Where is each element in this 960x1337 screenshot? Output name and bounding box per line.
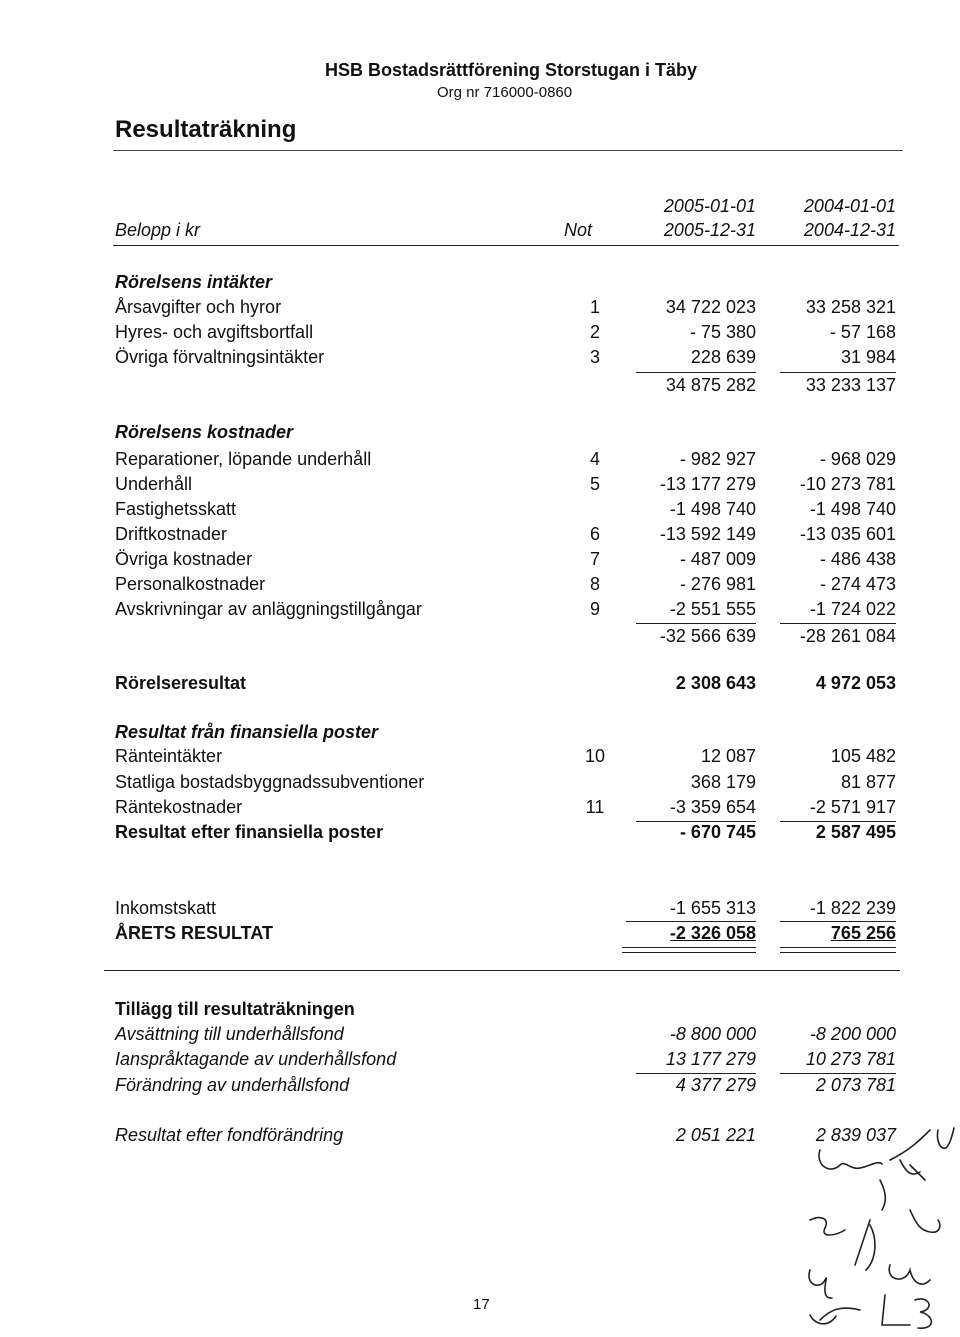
row-label: Reparationer, löpande underhåll [115, 449, 372, 469]
value-2004: 4 972 053 [815, 673, 896, 693]
row-label: Förändring av underhållsfond [115, 1075, 350, 1095]
financial-result-row [0, 822, 960, 846]
row-label: Avskrivningar av anläggningstillgångar [115, 599, 422, 619]
value-2004: -8 200 000 [809, 1024, 896, 1044]
row-label: Hyres- och avgiftsbortfall [115, 322, 314, 342]
note-number: 5 [589, 474, 600, 494]
value-2005: 368 179 [690, 772, 756, 792]
subtotal-line [636, 1073, 756, 1074]
double-underline [622, 947, 756, 953]
value-2005: 12 087 [700, 746, 756, 766]
subtotal-line [780, 921, 896, 922]
row-label: Ränteintäkter [115, 746, 223, 766]
double-underline [780, 947, 896, 953]
row-label: Resultat från finansiella poster [115, 722, 379, 742]
value-2005: -1 655 313 [669, 898, 756, 918]
row-label: Statliga bostadsbyggnadssubventioner [115, 772, 425, 792]
value-2004: -1 498 740 [809, 499, 896, 519]
table-row [0, 797, 960, 821]
header-divider [113, 245, 899, 246]
page-title: Resultaträkning [115, 116, 297, 143]
subtotal-line [780, 1073, 896, 1074]
period-2004-end: 2004-12-31 [803, 220, 896, 240]
value-2005: -13 177 279 [659, 474, 756, 494]
value-2004: 765 256 [830, 923, 896, 943]
value-2005: 2 051 221 [675, 1125, 756, 1145]
amount-unit-label: Belopp i kr [115, 220, 201, 240]
section-divider [104, 970, 900, 971]
row-label: Övriga förvaltningsintäkter [115, 347, 325, 367]
row-label: Driftkostnader [115, 524, 228, 544]
row-label: Rörelseresultat [115, 673, 247, 693]
handwritten-signatures [770, 1120, 960, 1337]
value-2004: 2 839 037 [815, 1125, 896, 1145]
period-2005-end: 2005-12-31 [663, 220, 756, 240]
value-2004: 31 984 [840, 347, 896, 367]
row-label: Fastighetsskatt [115, 499, 237, 519]
value-2004: - 486 438 [819, 549, 896, 569]
row-label: ÅRETS RESULTAT [115, 923, 273, 943]
subtotal-line [780, 372, 896, 373]
row-label: Årsavgifter och hyror [115, 297, 282, 317]
value-2004: -2 571 917 [809, 797, 896, 817]
period-2005-start: 2005-01-01 [663, 196, 756, 216]
table-row [0, 297, 960, 321]
subtotal-row-income [0, 375, 960, 399]
note-number: 10 [584, 746, 606, 766]
value-2004: 105 482 [830, 746, 896, 766]
value-2005: -32 566 639 [659, 626, 756, 646]
value-2005: -2 326 058 [669, 923, 756, 943]
operating-result-row [0, 673, 960, 697]
table-row [0, 524, 960, 548]
row-label: Personalkostnader [115, 574, 266, 594]
period-2004-start: 2004-01-01 [803, 196, 896, 216]
section-heading-income [0, 272, 960, 296]
value-2004: - 968 029 [819, 449, 896, 469]
note-number: 4 [589, 449, 600, 469]
table-row [0, 549, 960, 573]
value-2004: 2 587 495 [815, 822, 896, 842]
table-row [0, 347, 960, 371]
year-result-row [0, 923, 960, 947]
table-row [0, 1049, 960, 1073]
section-heading-label: Rörelsens intäkter [115, 272, 273, 292]
table-row [0, 474, 960, 498]
value-2005: - 982 927 [679, 449, 756, 469]
subtotal-line [626, 921, 756, 922]
value-2005: -13 592 149 [659, 524, 756, 544]
value-2005: 13 177 279 [665, 1049, 756, 1069]
row-label: Inkomstskatt [115, 898, 217, 918]
value-2005: -2 551 555 [669, 599, 756, 619]
subtotal-line [780, 623, 896, 624]
row-label: Resultat efter finansiella poster [115, 822, 384, 842]
value-2005: 4 377 279 [675, 1075, 756, 1095]
note-number: 1 [589, 297, 600, 317]
row-label: Resultat efter fondförändring [115, 1125, 344, 1145]
value-2004: -1 822 239 [809, 898, 896, 918]
value-2004: -28 261 084 [799, 626, 896, 646]
subtotal-line [636, 372, 756, 373]
table-row [0, 574, 960, 598]
note-number: 7 [589, 549, 600, 569]
table-row [0, 449, 960, 473]
value-2005: 34 722 023 [665, 297, 756, 317]
value-2004: - 274 473 [819, 574, 896, 594]
row-label: Ianspråktagande av underhållsfond [115, 1049, 397, 1069]
value-2004: -10 273 781 [799, 474, 896, 494]
table-row [0, 599, 960, 623]
note-number: 9 [589, 599, 600, 619]
row-label: Övriga kostnader [115, 549, 253, 569]
subtotal-line [636, 623, 756, 624]
row-label: Rörelsens kostnader [115, 422, 294, 442]
value-2005: - 487 009 [679, 549, 756, 569]
subtotal-row-costs [0, 626, 960, 650]
value-2005: 2 308 643 [675, 673, 756, 693]
value-2004: 81 877 [840, 772, 896, 792]
note-number: 2 [589, 322, 600, 342]
value-2004: - 57 168 [829, 322, 896, 342]
value-2005: 34 875 282 [665, 375, 756, 395]
note-number: 6 [589, 524, 600, 544]
row-label: Underhåll [115, 474, 193, 494]
table-row [0, 1024, 960, 1048]
value-2005: - 670 745 [679, 822, 756, 842]
title-divider [113, 150, 903, 151]
value-2004: 33 233 137 [805, 375, 896, 395]
row-label: Räntekostnader [115, 797, 243, 817]
page-number: 17 [473, 1296, 490, 1313]
value-2005: -1 498 740 [669, 499, 756, 519]
section-heading-costs [0, 422, 960, 446]
value-2004: -1 724 022 [809, 599, 896, 619]
note-number: 8 [589, 574, 600, 594]
value-2004: 10 273 781 [805, 1049, 896, 1069]
note-number: 3 [589, 347, 600, 367]
table-row [0, 499, 960, 523]
value-2005: -8 800 000 [669, 1024, 756, 1044]
table-row [0, 746, 960, 770]
value-2004: 2 073 781 [815, 1075, 896, 1095]
table-row [0, 322, 960, 346]
row-label: Tillägg till resultaträkningen [115, 999, 355, 1019]
note-column-header: Not [564, 220, 593, 240]
table-row [0, 772, 960, 796]
value-2004: -13 035 601 [799, 524, 896, 544]
organization-number: Org nr 716000-0860 [437, 84, 573, 101]
value-2005: - 276 981 [679, 574, 756, 594]
tax-row [0, 898, 960, 922]
organization-name: HSB Bostadsrättförening Storstugan i Täby [325, 60, 698, 80]
value-2004: 33 258 321 [805, 297, 896, 317]
note-number: 11 [585, 797, 605, 817]
row-label: Avsättning till underhållsfond [115, 1024, 344, 1044]
section-heading-addition [0, 999, 960, 1023]
table-row [0, 1075, 960, 1099]
value-2005: - 75 380 [689, 322, 756, 342]
section-heading-financial [0, 722, 960, 746]
value-2005: 228 639 [690, 347, 756, 367]
value-2005: -3 359 654 [669, 797, 756, 817]
